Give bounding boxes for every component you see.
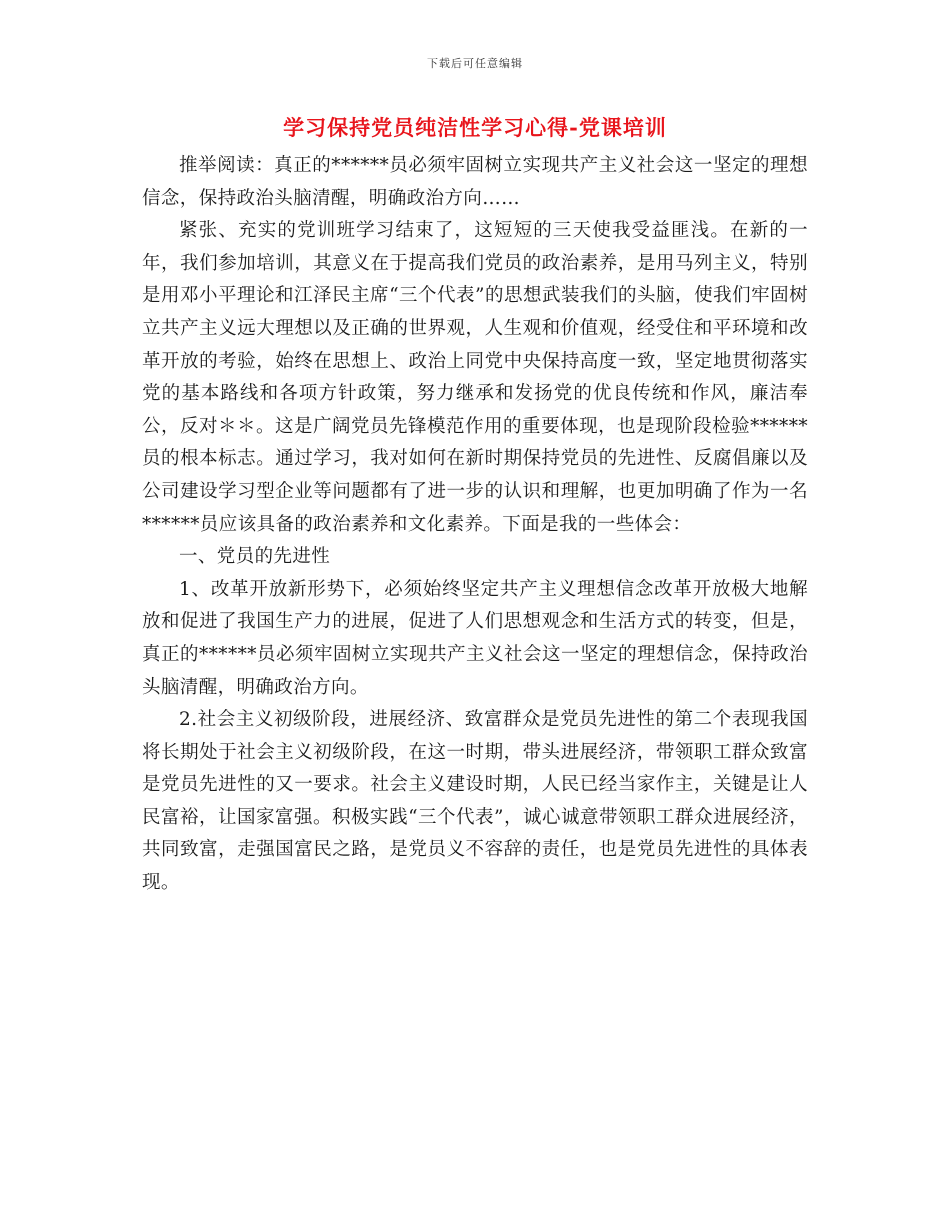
document-title: 学习保持党员纯洁性学习心得-党课培训: [283, 115, 667, 140]
paragraph-recommended-reading: 推举阅读：真正的******员必须牢固树立实现共产主义社会这一坚定的理想信念，保持政治头脑清醒，明确政治方向……: [142, 155, 808, 209]
document-body: [142, 150, 808, 900]
section-heading-advanced-nature: 一、党员的先进性: [179, 546, 331, 568]
header-note: 下载后可任意编辑: [427, 57, 523, 70]
paragraph-point-2: 2.社会主义初级阶段，进展经济、致富群众是党员先进性的第二个表现我国将长期处于社会主义初级阶段，在这一时期，带头进展经济，带领职工群众致富是党员先进性的又一要求。社会主义建设时期，人民已经当家作主，关键是让人民富裕，让国家富强。积极实践“三个代表”，诚心诚意带领职工群众进展经济，共同致富，走强国富民之路，是党员义不容辞的责任，也是党员先进性的具体表现。: [142, 709, 808, 894]
paragraph-point-1: 1、改革开放新形势下，必须始终坚定共产主义理想信念改革开放极大地解放和促进了我国生产力的进展，促进了人们思想观念和生活方式的转变，但是，真正的******员必须牢固树立实现共产主义社会这一坚定的理想信念，保持政治头脑清醒，明确政治方向。: [142, 578, 808, 698]
paragraph-intro: 紧张、充实的党训班学习结束了，这短短的三天使我受益匪浅。在新的一年，我们参加培训，其意义在于提高我们党员的政治素养，是用马列主义，特别是用邓小平理论和江泽民主席“三个代表”的思想武装我们的头脑，使我们牢固树立共产主义远大理想以及正确的世界观，人生观和价值观，经受住和平环境和改革开放的考验，始终在思想上、政治上同党中央保持高度一致，坚定地贯彻落实党的基本路线和各项方针政策，努力继承和发扬党的优良传统和作风，廉洁奉公，反对＊＊。这是广阔党员先锋模范作用的重要体现，也是现阶段检验******员的根本标志。通过学习，我对如何在新时期保持党员的先进性、反腐倡廉以及公司建设学习型企业等问题都有了进一步的认识和理解，也更加明确了作为一名******员应该具备的政治素养和文化素养。下面是我的一些体会：: [142, 220, 808, 535]
